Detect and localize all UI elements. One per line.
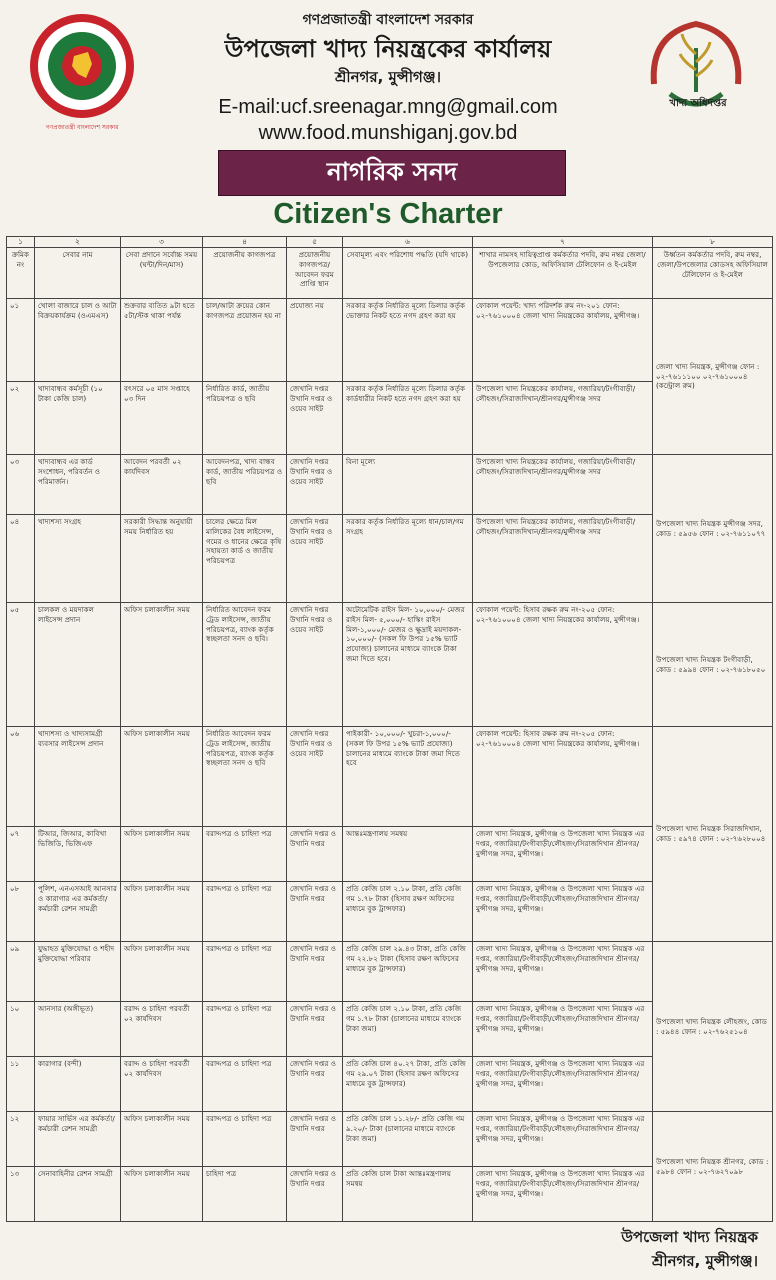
fee-cell: সরকার কর্তৃক নির্ধারিত মূল্যে ধান/চাল/গম সংগ্রহ xyxy=(343,515,473,603)
service-cell: চালকল ও ময়দাকল লাইসেন্স প্রদান xyxy=(35,603,121,727)
superior-cell: জেলা খাদ্য নিয়ন্ত্রক, মুন্সীগঞ্জ ফোন : ০২-৭৬১১১০০ ০২-৭৬১০০০৪ (কন্ট্রোল রুম) xyxy=(653,299,773,455)
col-num: ৫ xyxy=(287,237,343,248)
service-cell: খাদ্যশস্য সংগ্রহ xyxy=(35,515,121,603)
time-cell: অফিস চলাকালীন সময় xyxy=(121,603,203,727)
col-num: ৭ xyxy=(473,237,653,248)
serial-cell: ০৫ xyxy=(7,603,35,727)
time-cell: আবেদন পরবর্তী ০২ কার্যদিবস xyxy=(121,455,203,515)
officer-cell: জেলা খাদ্য নিয়ন্ত্রক, মুন্সীগঞ্জ ও উপজেলা খাদ্য নিয়ন্ত্রক এর দপ্তর, গজারিয়া/টংগীবাড়ী/লৌহজং/সিরাজদিখান শ্রীনগর/মুন্সীগঞ্জ সদর, মুন্সীগঞ্জ। xyxy=(473,1112,653,1167)
where-cell: জেখানি দপ্তর ও উখানি দপ্তর xyxy=(287,1112,343,1167)
col-header: ক্রমিক নং xyxy=(7,248,35,299)
serial-cell: ০৪ xyxy=(7,515,35,603)
service-cell: পুলিশ, এনএসআই আনসার ও কারাগার এর কর্মকর্তা/কর্মচারী রেশন সামগ্রী xyxy=(35,882,121,942)
officer-cell: উপজেলা খাদ্য নিয়ন্ত্রকের কার্যালয়, গজারিয়া/টংগীবাড়ী/লৌহজং/সিরাজদিখান/শ্রীনগর/মুন্সীগঞ্জ সদর xyxy=(473,455,653,515)
table-row xyxy=(7,299,773,382)
time-cell: অফিস চলাকালীন সময় xyxy=(121,1167,203,1222)
docs-cell: বরাদ্দপত্র ও চাহিদা পত্র xyxy=(203,882,287,942)
fee-cell: প্রতি কেজি চাল টাকা আন্তঃমন্ত্রণালয় সমন্বয় xyxy=(343,1167,473,1222)
serial-cell: ০১ xyxy=(7,299,35,382)
superior-cell: উপজেলা খাদ্য নিয়ন্ত্রক শ্রীনগর, কোড : ৫৯৮৪ ফোন : ০২-৭৬২৭০৯৮ xyxy=(653,1112,773,1222)
service-cell: খাদ্যবান্ধব কর্মসূচী (১০ টাকা কেজি চাল) xyxy=(35,382,121,455)
service-cell: আনসার (অঙ্গীভূত) xyxy=(35,1002,121,1057)
table-row xyxy=(7,455,773,515)
service-cell: ফায়ার সার্ভিস এর কর্মকর্তা/কর্মচারী রেশন সামগ্রী xyxy=(35,1112,121,1167)
officer-cell: জেলা খাদ্য নিয়ন্ত্রক, মুন্সীগঞ্জ ও উপজেলা খাদ্য নিয়ন্ত্রক এর দপ্তর, গজারিয়া/টংগীবাড়ী/লৌহজং/সিরাজদিখান শ্রীনগর/মুন্সীগঞ্জ সদর, মুন্সীগঞ্জ। xyxy=(473,1167,653,1222)
officer-cell: জেলা খাদ্য নিয়ন্ত্রক, মুন্সীগঞ্জ ও উপজেলা খাদ্য নিয়ন্ত্রক এর দপ্তর, গজারিয়া/টংগীবাড়ী/লৌহজং/সিরাজদিখান শ্রীনগর/মুন্সীগঞ্জ সদর, মুন্সীগঞ্জ। xyxy=(473,942,653,1002)
where-cell: জেখানি দপ্তর উখানি দপ্তর ও ওয়েব সাইট xyxy=(287,727,343,827)
service-cell: খাদ্যশস্য ও খাদ্যসামগ্রী ব্যবসার লাইসেন্স প্রদান xyxy=(35,727,121,827)
docs-cell: বরাদ্দপত্র ও চাহিদা পত্র xyxy=(203,1057,287,1112)
time-cell: সরকারী সিদ্ধান্ত অনুযায়ী সময় নির্ধারিত হয় xyxy=(121,515,203,603)
fee-cell: প্রতি কেজি চাল ৪০.২৭ টাকা, প্রতি কেজি গম ২৯.০৭ টাকা (হিসাব রক্ষণ অফিসের মাধ্যমে বুক ট্রান্সফার) xyxy=(343,1057,473,1112)
where-cell: প্রযোজ্য নয় xyxy=(287,299,343,382)
office-website[interactable]: www.food.munshiganj.gov.bd xyxy=(258,122,518,144)
table-row xyxy=(7,942,773,1002)
serial-cell: ০৮ xyxy=(7,882,35,942)
col-num: ২ xyxy=(35,237,121,248)
time-cell: অফিস চলাকালীন সময় xyxy=(121,827,203,882)
fee-cell: পাইকারী- ১০,০০০/- খুচরা-১,০০০/- (সকল ফি উপর ১৫% ভ্যাট প্রযোজ্য) চালানের মাধ্যমে ব্যাংকে টাকা জমা দিতে হবে xyxy=(343,727,473,827)
table-row xyxy=(7,1112,773,1167)
docs-cell: আবেদনপত্র, খাদ্য বান্ধব কার্ড, জাতীয় পরিচয়পত্র ও ছবি xyxy=(203,455,287,515)
fee-cell: আন্তঃমন্ত্রণালয় সমন্বয় xyxy=(343,827,473,882)
docs-cell: নির্ধারিত আবেদন ফরম ট্রেড লাইসেন্স, জাতীয় পরিচয়পত্র, ব্যাংক কর্তৃক স্বচ্ছলতা সনদ ও ছবি। xyxy=(203,603,287,727)
fee-cell: বিনা মূল্যে xyxy=(343,455,473,515)
time-cell: বরাদ্দ ও চাহিদা পরবর্তী ০২ কার্যদিবস xyxy=(121,1057,203,1112)
officer-cell: উপজেলা খাদ্য নিয়ন্ত্রকের কার্যালয়, গজারিয়া/টংগীবাড়ী/লৌহজং/সিরাজদিখান/শ্রীনগর/মুন্সীগঞ্জ সদর xyxy=(473,382,653,455)
where-cell: জেখানি দপ্তর উখানি দপ্তর ও ওয়েব সাইট xyxy=(287,515,343,603)
docs-cell: চাহিদা পত্র xyxy=(203,1167,287,1222)
table-row xyxy=(7,603,773,727)
time-cell: অফিস চলাকালীন সময় xyxy=(121,1112,203,1167)
fee-cell: অটোমেটিক রাইস মিল- ১০,০০০/- মেজর রাইস মিল- ৫,০০০/- হাস্কিং রাইস মিল-১,০০০/- মেজর ও ক্ষুদ্রাই ময়দাকল- ১০,০০০/- (সকল ফি উপর ১৫% ভ্যাট প্রযোজ্য) চালানের মাধ্যমে ব্যাংকে টাকা জমা দিতে হবে। xyxy=(343,603,473,727)
service-cell: খাদ্যবান্ধব এর কার্ড সংশোধন, পরিবর্তন ও পরিমার্জন। xyxy=(35,455,121,515)
office-email[interactable]: E-mail:ucf.sreenagar.mng@gmail.com xyxy=(218,96,558,118)
docs-cell: নির্ধারিত কার্ড, জাতীয় পরিচয়পত্র ও ছবি xyxy=(203,382,287,455)
govt-name: গণপ্রজাতন্ত্রী বাংলাদেশ সরকার xyxy=(302,12,474,28)
col-num: ৪ xyxy=(203,237,287,248)
col-header: প্রয়োজনীয় কাগজপত্র/আবেদন ফরম প্রাপ্তি স্থান xyxy=(287,248,343,299)
food-department-logo-text: খাদ্য অধিদপ্তর xyxy=(669,98,727,109)
citizen-charter-banner: নাগরিক সনদ xyxy=(218,150,566,196)
superior-cell: উপজেলা খাদ্য নিয়ন্ত্রক মুন্সীগঞ্জ সদর, কোড : ৫৯৫৬ ফোন : ০২-৭৬১১০৭৭ xyxy=(653,455,773,603)
charter-table xyxy=(6,236,773,1222)
col-header: উর্ধ্বতন কর্মকর্তার পদবি, রুম নম্বর, জেলা/উপজেলার কোডসহ অফিসিয়াল টেলিফোন ও ই-মেইল xyxy=(653,248,773,299)
col-num: ৮ xyxy=(653,237,773,248)
officer-cell: ফোকাল পয়েন্ট: হিসাব রক্ষক রুম নং-২০৫ ফোন: ০২-৭৬১০০০৪ জেলা খাদ্য নিয়ন্ত্রকের কার্যালয়, মুন্সীগঞ্জ। xyxy=(473,603,653,727)
col-header: শাখার নামসহ দায়িত্বপ্রাপ্ত কর্মকর্তার পদবি, রুম নম্বর জেলা/উপজেলার কোড, অফিসিয়াল টেলিফোন ও ই-মেইল xyxy=(473,248,653,299)
where-cell: জেখানি দপ্তর ও উখানি দপ্তর xyxy=(287,1002,343,1057)
fee-cell: সরকার কর্তৃক নির্ধারিত মূল্যে ডিলার কর্তৃক কার্ডধারীর নিকট হতে নগদ গ্রহণ করা হয় xyxy=(343,382,473,455)
serial-cell: ১৩ xyxy=(7,1167,35,1222)
officer-cell: জেলা খাদ্য নিয়ন্ত্রক, মুন্সীগঞ্জ ও উপজেলা খাদ্য নিয়ন্ত্রক এর দপ্তর, গজারিয়া/টংগীবাড়ী/লৌহজং/সিরাজদিখান শ্রীনগর/মুন্সীগঞ্জ সদর, মুন্সীগঞ্জ। xyxy=(473,1057,653,1112)
docs-cell: বরাদ্দপত্র ও চাহিদা পত্র xyxy=(203,1112,287,1167)
office-location: শ্রীনগর, মুন্সীগঞ্জ। xyxy=(335,68,441,86)
officer-cell: ফোকাল পয়েন্ট: হিসাব রক্ষক রুম নং-২০৫ ফোন: ০২-৭৬১০০০৪ জেলা খাদ্য নিয়ন্ত্রকের কার্যালয়, মুন্সীগঞ্জ। xyxy=(473,727,653,827)
superior-cell: উপজেলা খাদ্য নিয়ন্ত্রক লৌহজং, কোড : ৫৯৪৪ ফোন : ০২-৭৬২৫১০৪ xyxy=(653,942,773,1112)
col-header: প্রয়োজনীয় কাগজপত্র xyxy=(203,248,287,299)
service-cell: টিআর, জিআর, কাবিখা ভিজিডি, ভিজিএফ xyxy=(35,827,121,882)
serial-cell: ১২ xyxy=(7,1112,35,1167)
docs-cell: চালের ক্ষেত্রে মিল মালিকের বৈধ লাইসেন্স, গমের ও ধানের ক্ষেত্রে কৃষি সহায়তা কার্ড ও জাতীয় পরিচয়পত্র xyxy=(203,515,287,603)
service-cell: খোলা বাজারে চাল ও আটা বিক্রয়কার্যক্রম (ওএমএস) xyxy=(35,299,121,382)
where-cell: জেখানি দপ্তর ও উখানি দপ্তর xyxy=(287,882,343,942)
docs-cell: বরাদ্দপত্র ও চাহিদা পত্র xyxy=(203,827,287,882)
column-header-row xyxy=(7,248,773,299)
serial-cell: ০৬ xyxy=(7,727,35,827)
govt-seal-text: গণপ্রজাতন্ত্রী বাংলাদেশ সরকার xyxy=(45,124,119,131)
fee-cell: সরকার কর্তৃক নির্ধারিত মূল্যে ডিলার কর্তৃক ভোক্তার নিকট হতে নগদ গ্রহণ করা হয় xyxy=(343,299,473,382)
charter-title: Citizen's Charter xyxy=(273,198,503,230)
where-cell: জেখানি দপ্তর ও উখানি দপ্তর xyxy=(287,942,343,1002)
where-cell: জেখানি দপ্তর উখানি দপ্তর ও ওয়েব সাইট xyxy=(287,455,343,515)
service-cell: সেনাবাহিনীর রেশন সামগ্রী xyxy=(35,1167,121,1222)
officer-cell: জেলা খাদ্য নিয়ন্ত্রক, মুন্সীগঞ্জ ও উপজেলা খাদ্য নিয়ন্ত্রক এর দপ্তর, গজারিয়া/টংগীবাড়ী/লৌহজং/সিরাজদিখান শ্রীনগর/মুন্সীগঞ্জ সদর, মুন্সীগঞ্জ। xyxy=(473,882,653,942)
time-cell: অফিস চলাকালীন সময় xyxy=(121,727,203,827)
officer-cell: উপজেলা খাদ্য নিয়ন্ত্রকের কার্যালয়, গজারিয়া/টংগীবাড়ী/লৌহজং/সিরাজদিখান/শ্রীনগর/মুন্সীগঞ্জ সদর xyxy=(473,515,653,603)
officer-cell: ফোকাল পয়েন্ট: খাদ্য পরিদর্শক রুম নং-২০১ ফোন: ০২-৭৬১০০০৪ জেলা খাদ্য নিয়ন্ত্রকের কার্যালয়, মুন্সীগঞ্জ। xyxy=(473,299,653,382)
col-num: ৩ xyxy=(121,237,203,248)
docs-cell: চাল/আটা ক্রয়ের কোন কাগজপত্র প্রয়োজন হয় না xyxy=(203,299,287,382)
docs-cell: বরাদ্দপত্র ও চাহিদা পত্র xyxy=(203,942,287,1002)
where-cell: জেখানি দপ্তর ও উখানি দপ্তর xyxy=(287,1057,343,1112)
charter-table-wrap xyxy=(6,236,772,1222)
table-row xyxy=(7,727,773,827)
signature-title: উপজেলা খাদ্য নিয়ন্ত্রক xyxy=(621,1228,758,1246)
officer-cell: জেলা খাদ্য নিয়ন্ত্রক, মুন্সীগঞ্জ ও উপজেলা খাদ্য নিয়ন্ত্রক এর দপ্তর, গজারিয়া/টংগীবাড়ী/লৌহজং/সিরাজদিখান শ্রীনগর/মুন্সীগঞ্জ সদর, মুন্সীগঞ্জ। xyxy=(473,827,653,882)
service-cell: কারাগার (বন্দী) xyxy=(35,1057,121,1112)
serial-cell: ০৩ xyxy=(7,455,35,515)
fee-cell: প্রতি কেজি চাল ১১.২৮/- প্রতি কেজি গম ৯.২০/- টাকা (চালানের মাধ্যমে ব্যাংকে টাকা জমা) xyxy=(343,1112,473,1167)
col-num: ১ xyxy=(7,237,35,248)
col-header: সেবার নাম xyxy=(35,248,121,299)
serial-cell: ১১ xyxy=(7,1057,35,1112)
where-cell: জেখানি দপ্তর ও উখানি দপ্তর xyxy=(287,1167,343,1222)
col-header: সেবামূল্য এবং পরিশোধ পদ্ধতি (যদি থাকে) xyxy=(343,248,473,299)
serial-cell: ১০ xyxy=(7,1002,35,1057)
docs-cell: নির্ধারিত আবেদন ফরম ট্রেড লাইসেন্স, জাতীয় পরিচয়পত্র, ব্যাংক কর্তৃক স্বচ্ছলতা সনদ ও ছবি xyxy=(203,727,287,827)
superior-cell: উপজেলা খাদ্য নিয়ন্ত্রক টংগীবাড়ী, কোড : ৫৯৯৪ ফোন : ০২-৭৬১৮০৫০ xyxy=(653,603,773,727)
time-cell: শুক্রবার ব্যতিত ৯টা হতে ৫টা/স্টক থাকা পর্যন্ত xyxy=(121,299,203,382)
fee-cell: প্রতি কেজি চাল ২.১০ টাকা, প্রতি কেজি গম ১.৭৮ টাকা (চালানের মাধ্যমে ব্যাংকে টাকা জমা) xyxy=(343,1002,473,1057)
fee-cell: প্রতি কেজি চাল ২.১০ টাকা, প্রতি কেজি গম ১.৭৮ টাকা (হিসাব রক্ষণ অফিসের মাধ্যমে বুক ট্রান্সফার) xyxy=(343,882,473,942)
docs-cell: বরাদ্দপত্র ও চাহিদা পত্র xyxy=(203,1002,287,1057)
where-cell: জেখানি দপ্তর উখানি দপ্তর ও ওয়েব সাইট xyxy=(287,382,343,455)
serial-cell: ০৯ xyxy=(7,942,35,1002)
time-cell: বরাদ্দ ও চাহিদা পরবর্তী ০২ কার্যদিবস xyxy=(121,1002,203,1057)
where-cell: জেখানি দপ্তর ও উখানি দপ্তর xyxy=(287,827,343,882)
signature-location: শ্রীনগর, মুন্সীগঞ্জ। xyxy=(652,1252,758,1270)
serial-cell: ০৭ xyxy=(7,827,35,882)
time-cell: বৎসরে ০৫ মাস সপ্তাহে ০৩ দিন xyxy=(121,382,203,455)
column-number-row xyxy=(7,237,773,248)
col-num: ৬ xyxy=(343,237,473,248)
officer-cell: জেলা খাদ্য নিয়ন্ত্রক, মুন্সীগঞ্জ ও উপজেলা খাদ্য নিয়ন্ত্রক এর দপ্তর, গজারিয়া/টংগীবাড়ী/লৌহজং/সিরাজদিখান শ্রীনগর/মুন্সীগঞ্জ সদর, মুন্সীগঞ্জ। xyxy=(473,1002,653,1057)
where-cell: জেখানি দপ্তর উখানি দপ্তর ও ওয়েব সাইট xyxy=(287,603,343,727)
col-header: সেবা প্রদানে সর্বোচ্চ সময় (ঘন্টা/দিন/মাস) xyxy=(121,248,203,299)
fee-cell: প্রতি কেজি চাল ২৯.৪৩ টাকা, প্রতি কেজি গম ২২.৮২ টাকা (হিসাব রক্ষণ অফিসের মাধ্যমে বুক ট্রান্সফার) xyxy=(343,942,473,1002)
serial-cell: ০২ xyxy=(7,382,35,455)
time-cell: অফিস চলাকালীন সময় xyxy=(121,942,203,1002)
superior-cell: উপজেলা খাদ্য নিয়ন্ত্রক সিরাজদিখান, কোড : ৫৯৭৪ ফোন : ০২-৭৬২৮০০৪ xyxy=(653,727,773,942)
office-name: উপজেলা খাদ্য নিয়ন্ত্রকের কার্যালয় xyxy=(224,35,552,63)
time-cell: অফিস চলাকালীন সময় xyxy=(121,882,203,942)
service-cell: যুদ্ধাহত মুক্তিযোদ্ধা ও শহীদ মুক্তিযোদ্ধা পরিবার xyxy=(35,942,121,1002)
